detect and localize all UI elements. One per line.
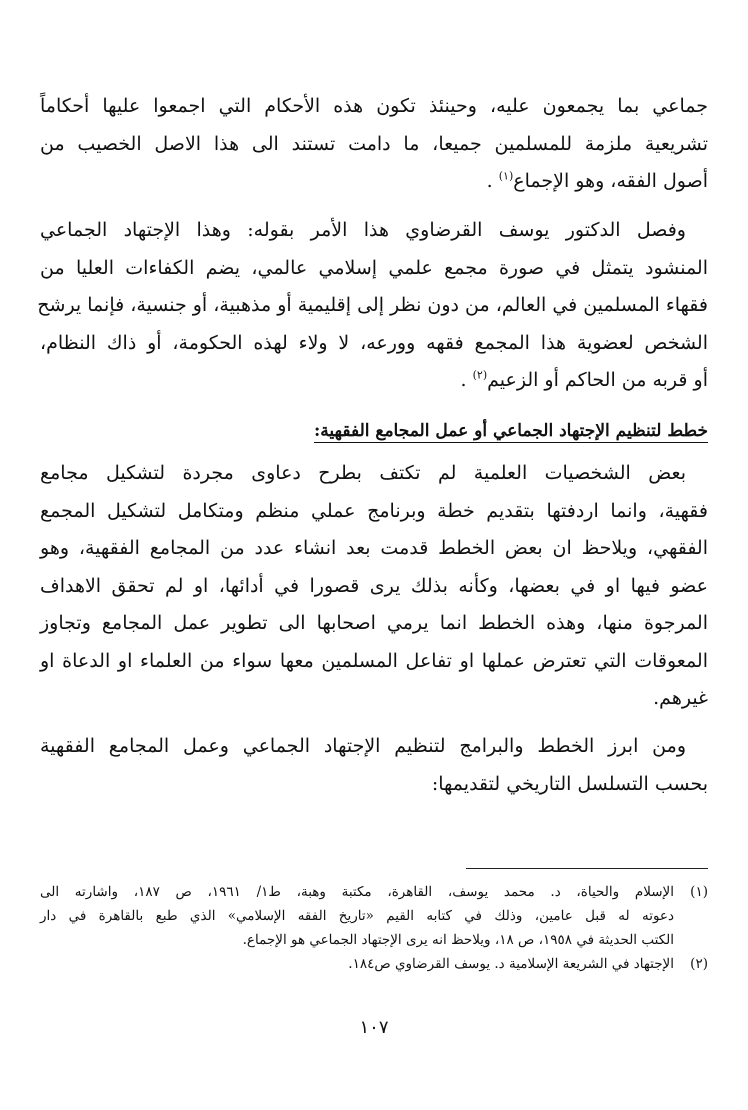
footnote-reference: (٢): [472, 368, 488, 382]
section-heading: خطط لتنظيم الإجتهاد الجماعي أو عمل المجامع الفقهية:: [314, 421, 708, 441]
footnote-line: دعوته له قبل عامين، وذلك في كتابه القيم «تاريخ الفقه الإسلامي» الذي طبع بالقاهرة في دار: [40, 908, 674, 924]
paragraph-line: ومن ابرز الخطط والبرامج لتنظيم الإجتهاد الجماعي وعمل المجامع الفقهية: [40, 735, 686, 757]
paragraph-line: عضو فيها او في بعضها، وكأنه بذلك يرى قصورا في أدائها، او لم تحقق الاهداف: [40, 574, 708, 597]
paragraph-line: تشريعية ملزمة للمسلمين جميعا، ما دامت تستند الى هذا الاصل الخصيب من: [40, 132, 708, 155]
paragraph-line: المرجوة منها، وهذه الخطط انما يرمي اصحابها الى تطوير عمل المجامع وتجاوز: [40, 612, 708, 634]
footnote-line: الكتب الحديثة في ١٩٥٨، ص ١٨، ويلاحظ انه يرى الإجتهاد الجماعي هو الإجماع.: [242, 932, 674, 948]
paragraph-line: فقهاء المسلمين في العالم، من دون نظر إلى إقليمية أو مذهبية، أو جنسية، فإنما يرشح: [37, 294, 708, 316]
footnote-divider: [466, 868, 708, 869]
paragraph-line: جماعي بما يجمعون عليه، وحينئذ تكون هذه الأحكام التي اجمعوا عليها أحكاماً: [40, 95, 708, 117]
paragraph-3: [40, 455, 708, 718]
footnote-number: (١): [690, 884, 708, 900]
footnote-1: [40, 880, 708, 952]
paragraph-line: بحسب التسلسل التاريخي لتقديمها:: [431, 772, 708, 795]
footnote-reference: (١): [498, 169, 514, 183]
paragraph-line: الفقهي، ويلاحظ ان بعض الخطط قدمت بعد انشاء عدد من المجامع الفقهية، وهو: [40, 537, 708, 559]
paragraph-line: المنشود يتمثل في صورة مجمع علمي إسلامي عالمي، يضم الكفاءات العليا من: [40, 256, 708, 279]
paragraph-line: غيرهم.: [653, 687, 708, 709]
paragraph-4: [40, 728, 708, 803]
paragraph-text: أصول الفقه، وهو الإجماع: [513, 170, 708, 192]
paragraph-line: وفصل الدكتور يوسف القرضاوي هذا الأمر بقوله: وهذا الإجتهاد الجماعي: [40, 219, 686, 241]
footnote-line: الإجتهاد في الشريعة الإسلامية د. يوسف القرضاوي ص١٨٤.: [348, 956, 674, 972]
paragraph-text: أو قربه من الحاكم أو الزعيم: [487, 369, 708, 391]
paragraph-line: الشخص لعضوية هذا المجمع فقهه وورعه، لا ولاء لهذه الحكومة، أو ذاك النظام،: [40, 331, 708, 354]
paragraph-line: [40, 362, 708, 400]
footnotes: [40, 880, 708, 976]
paragraph-line: فقهية، وانما اردفتها بتقديم خطة وبرنامج عملي منظم ومتكامل لتشكيل المجمع: [40, 499, 708, 522]
paragraph-line: [40, 163, 708, 201]
paragraph-1: [40, 88, 708, 201]
footnote-body: [40, 880, 674, 952]
sentence-end: .: [460, 369, 467, 391]
section-heading-block: [40, 416, 708, 446]
paragraph-line: المعوقات التي تعترض عملها او تفاعل المسلمين معها سواء من العلماء او الدعاة او: [40, 649, 708, 672]
paragraph-2: [37, 212, 708, 400]
paragraph-line: بعض الشخصيات العلمية لم تكتف بطرح دعاوى مجردة لتشكيل مجامع: [40, 462, 686, 484]
footnote-2: [40, 952, 708, 976]
page-number: ١٠٧: [359, 1017, 389, 1038]
footnote-line: الإسلام والحياة، د. محمد يوسف، القاهرة، مكتبة وهبة، ط١/ ١٩٦١، ص ١٨٧، واشارته الى: [40, 884, 675, 900]
footnote-body: [40, 952, 674, 976]
sentence-end: .: [486, 170, 493, 192]
footnote-number: (٢): [690, 956, 708, 972]
